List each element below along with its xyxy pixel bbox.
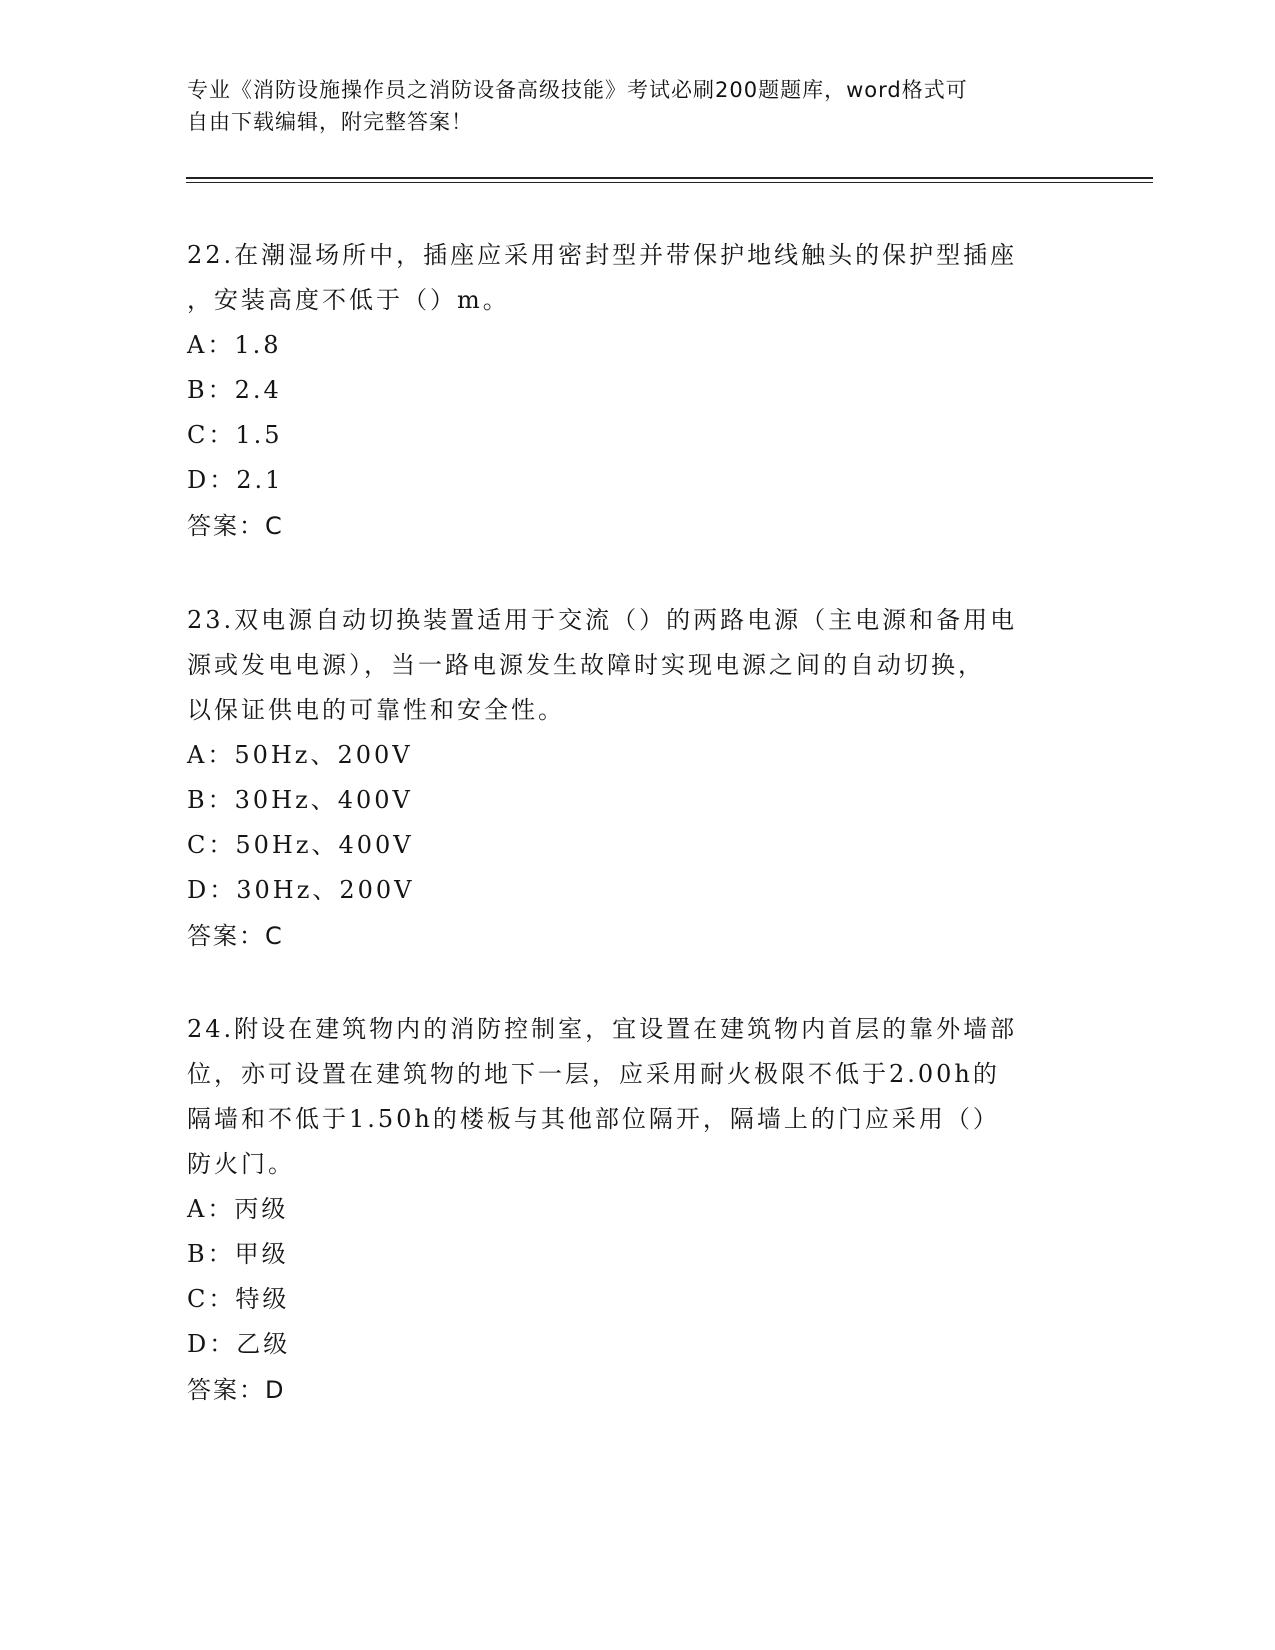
header-divider bbox=[186, 177, 1153, 179]
answer-label: 答案：D bbox=[187, 1376, 286, 1404]
option-c: C：特级 bbox=[187, 1285, 290, 1313]
question-stem: 23.双电源自动切换装置适用于交流（）的两路电源（主电源和备用电 bbox=[187, 606, 1018, 634]
question-stem: 源或发电电源），当一路电源发生故障时实现电源之间的自动切换， bbox=[187, 651, 985, 679]
option-c: C：1.5 bbox=[187, 421, 283, 449]
option-d: D：30Hz、200V bbox=[187, 876, 415, 904]
option-a: A：1.8 bbox=[187, 331, 282, 359]
question-stem: ，安装高度不低于（）m。 bbox=[187, 286, 510, 314]
question-stem: 位，亦可设置在建筑物的地下一层，应采用耐火极限不低于2.00h的 bbox=[187, 1060, 1000, 1088]
question-block bbox=[187, 233, 1087, 549]
header-line: 自由下载编辑，附完整答案！ bbox=[187, 110, 473, 134]
answer-label: 答案：C bbox=[187, 512, 284, 540]
header-line: 专业《消防设施操作员之消防设备高级技能》考试必刷200题题库，word格式可 bbox=[187, 78, 968, 102]
header-divider bbox=[186, 182, 1153, 183]
question-stem: 防火门。 bbox=[187, 1150, 295, 1178]
option-b: B：甲级 bbox=[187, 1240, 289, 1268]
question-block bbox=[187, 598, 1087, 959]
option-a: A：50Hz、200V bbox=[187, 741, 413, 769]
question-stem: 22.在潮湿场所中，插座应采用密封型并带保护地线触头的保护型插座 bbox=[187, 241, 1018, 269]
option-a: A：丙级 bbox=[187, 1195, 289, 1223]
document-header bbox=[187, 74, 1067, 138]
question-stem: 隔墙和不低于1.50h的楼板与其他部位隔开，隔墙上的门应采用（） bbox=[187, 1105, 1000, 1133]
question-stem: 以保证供电的可靠性和安全性。 bbox=[187, 696, 565, 724]
option-d: D：乙级 bbox=[187, 1330, 291, 1358]
question-stem: 24.附设在建筑物内的消防控制室，宜设置在建筑物内首层的靠外墙部 bbox=[187, 1015, 1018, 1043]
option-c: C：50Hz、400V bbox=[187, 831, 414, 859]
question-block bbox=[187, 1007, 1087, 1413]
option-d: D：2.1 bbox=[187, 466, 284, 494]
option-b: B：30Hz、400V bbox=[187, 786, 413, 814]
answer-label: 答案：C bbox=[187, 922, 284, 950]
option-b: B：2.4 bbox=[187, 376, 282, 404]
